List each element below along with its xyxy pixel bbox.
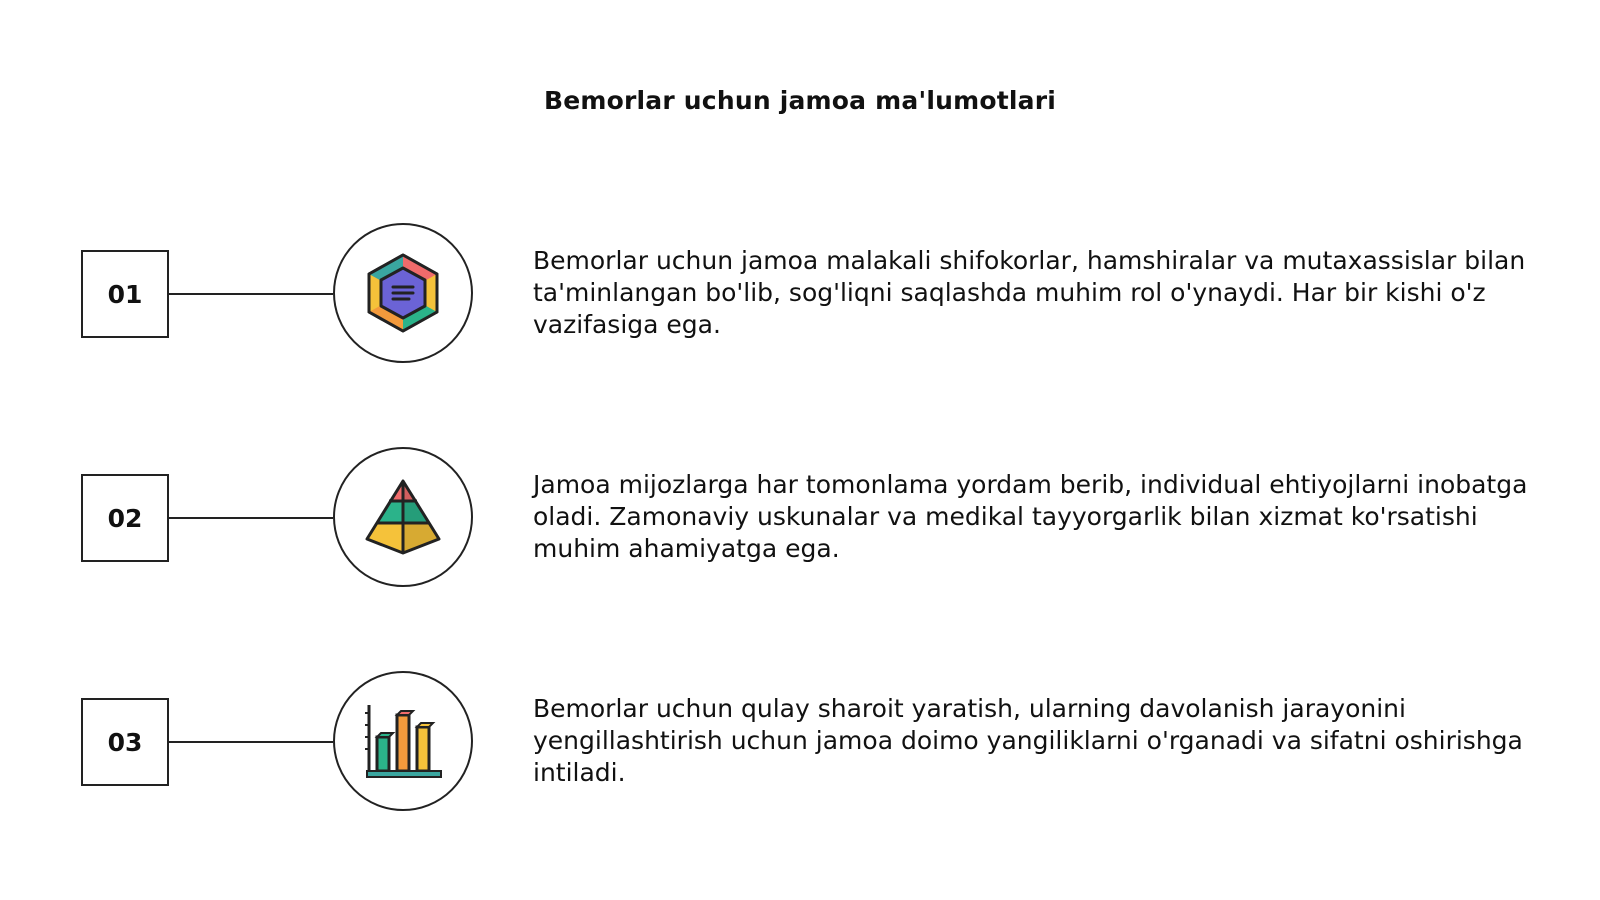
info-row-1 [0,223,1600,363]
info-row-2 [0,447,1600,587]
description-text: Jamoa mijozlarga har tomonlama yordam berib, individual ehtiyojlarni inobatga oladi. Zamonaviy uskunalar va medikal tayyorgarlik bilan xizmat ko'rsatishi muhim ahamiyatga ega. [533,470,1528,563]
step-number-box: 02 [81,474,169,562]
connector-line [169,293,333,295]
bar-chart-icon [361,699,445,783]
step-number-box: 03 [81,698,169,786]
step-number-box: 01 [81,250,169,338]
icon-circle [333,447,473,587]
description-text: Bemorlar uchun jamoa malakali shifokorlar, hamshiralar va mutaxassislar bilan ta'minlangan bo'lib, sog'liqni saqlashda muhim rol o'ynaydi. Har bir kishi o'z vazifasiga ega. [533,246,1526,339]
info-row-3 [0,671,1600,811]
description-text: Bemorlar uchun qulay sharoit yaratish, ularning davolanish jarayonini yengillashtirish uchun jamoa doimo yangiliklarni o'rganadi va sifatni oshirishga intiladi. [533,694,1523,787]
pyramid-icon [363,477,443,557]
page-title: Bemorlar uchun jamoa ma'lumotlari [543,86,1057,115]
icon-circle [333,223,473,363]
connector-line [169,517,333,519]
icon-circle [333,671,473,811]
connector-line [169,741,333,743]
hexagon-document-icon [365,251,441,335]
